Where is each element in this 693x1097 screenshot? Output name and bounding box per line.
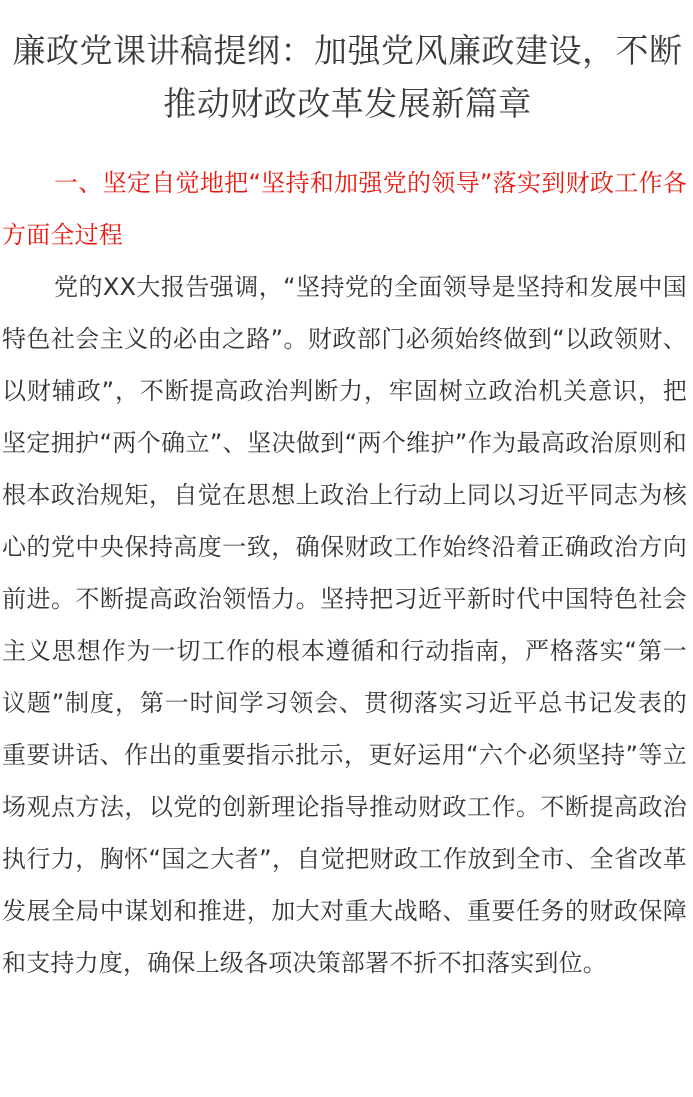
article-title: 廉政党课讲稿提纲：加强党风廉政建设，不断推动财政改革发展新篇章 <box>12 31 683 123</box>
body-paragraph: 党的XX大报告强调，“坚持党的全面领导是坚持和发展中国特色社会主义的必由之路”。财政部门必须始终做到“以政领财、以财辅政”，不断提高政治判断力，牢固树立政治机关意识，把坚定拥护“两个确立”、坚决做到“两个维护”作为最高政治原则和根本政治规矩，自觉在思想上政治上行动上同以习近平同志为核心的党中央保持高度一致，确保财政工作始终沿着正确政治方向前进。不断提高政治领悟力。坚持把习近平新时代中国特色社会主义思想作为一切工作的根本遵循和行动指南，严格落实“第一议题”制度，第一时间学习领会、贯彻落实习近平总书记发表的重要讲话、作出的重要指示批示，更好运用“六个必须坚持”等立场观点方法，以党的创新理论指导推动财政工作。不断提高政治执行力，胸怀“国之大者”，自觉把财政工作放到全市、全省改革发展全局中谋划和推进，加大对重大战略、重要任务的财政保障和支持力度，确保上级各项决策部署不折不扣落实到位。 <box>2 273 687 977</box>
section-heading: 一、坚定自觉地把“坚持和加强党的领导”落实到财政工作各方面全过程 <box>2 169 687 249</box>
